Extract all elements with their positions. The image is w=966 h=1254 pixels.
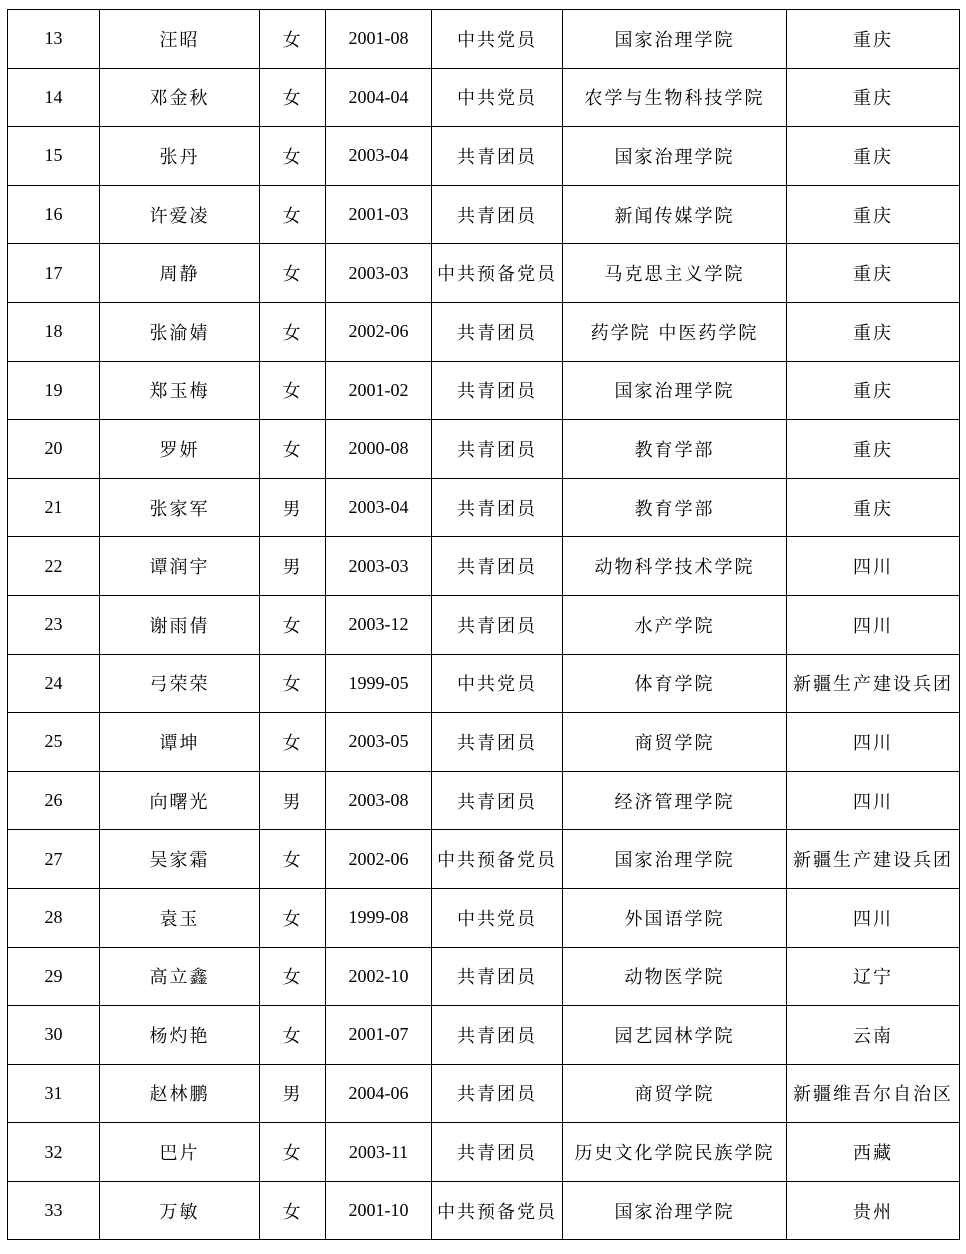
- table-row: [8, 1006, 960, 1065]
- origin-cell: 重庆: [787, 361, 960, 420]
- row-number-cell: 24: [8, 654, 100, 713]
- gender-cell: 女: [260, 420, 326, 479]
- student-name-cell: 赵林鹏: [100, 1064, 260, 1123]
- student-name-cell: 谭坤: [100, 713, 260, 772]
- political-status-cell: 中共党员: [432, 654, 563, 713]
- birth-date-cell: 1999-05: [326, 654, 432, 713]
- origin-cell: 云南: [787, 1006, 960, 1065]
- political-status-cell: 共青团员: [432, 1064, 563, 1123]
- political-status-cell: 中共预备党员: [432, 830, 563, 889]
- political-status-cell: 共青团员: [432, 420, 563, 479]
- gender-cell: 男: [260, 771, 326, 830]
- student-name-cell: 弓荣荣: [100, 654, 260, 713]
- birth-date-cell: 2004-06: [326, 1064, 432, 1123]
- college-cell: 历史文化学院民族学院: [563, 1123, 787, 1182]
- student-name-cell: 罗妍: [100, 420, 260, 479]
- student-name-cell: 万敏: [100, 1181, 260, 1240]
- college-cell: 新闻传媒学院: [563, 185, 787, 244]
- table-row: [8, 244, 960, 303]
- row-number-cell: 23: [8, 595, 100, 654]
- row-number-cell: 33: [8, 1181, 100, 1240]
- college-cell: 国家治理学院: [563, 830, 787, 889]
- college-cell: 马克思主义学院: [563, 244, 787, 303]
- birth-date-cell: 2001-07: [326, 1006, 432, 1065]
- political-status-cell: 中共预备党员: [432, 1181, 563, 1240]
- gender-cell: 女: [260, 127, 326, 186]
- row-number-cell: 18: [8, 302, 100, 361]
- college-cell: 经济管理学院: [563, 771, 787, 830]
- birth-date-cell: 2002-10: [326, 947, 432, 1006]
- table-row: [8, 595, 960, 654]
- student-name-cell: 张渝婧: [100, 302, 260, 361]
- table-row: [8, 654, 960, 713]
- political-status-cell: 中共预备党员: [432, 244, 563, 303]
- college-cell: 商贸学院: [563, 713, 787, 772]
- gender-cell: 女: [260, 830, 326, 889]
- student-name-cell: 汪昭: [100, 10, 260, 69]
- origin-cell: 四川: [787, 888, 960, 947]
- origin-cell: 四川: [787, 771, 960, 830]
- row-number-cell: 15: [8, 127, 100, 186]
- row-number-cell: 32: [8, 1123, 100, 1182]
- table-row: [8, 1181, 960, 1240]
- gender-cell: 女: [260, 595, 326, 654]
- origin-cell: 辽宁: [787, 947, 960, 1006]
- student-name-cell: 张家军: [100, 478, 260, 537]
- birth-date-cell: 2001-10: [326, 1181, 432, 1240]
- row-number-cell: 19: [8, 361, 100, 420]
- gender-cell: 女: [260, 1123, 326, 1182]
- gender-cell: 女: [260, 654, 326, 713]
- birth-date-cell: 2001-02: [326, 361, 432, 420]
- gender-cell: 男: [260, 478, 326, 537]
- origin-cell: 新疆生产建设兵团: [787, 830, 960, 889]
- origin-cell: 西藏: [787, 1123, 960, 1182]
- college-cell: 教育学部: [563, 478, 787, 537]
- origin-cell: 重庆: [787, 302, 960, 361]
- origin-cell: 新疆生产建设兵团: [787, 654, 960, 713]
- row-number-cell: 31: [8, 1064, 100, 1123]
- roster-body: [8, 10, 960, 1240]
- college-cell: 国家治理学院: [563, 361, 787, 420]
- political-status-cell: 中共党员: [432, 68, 563, 127]
- table-row: [8, 537, 960, 596]
- gender-cell: 女: [260, 185, 326, 244]
- gender-cell: 男: [260, 1064, 326, 1123]
- table-row: [8, 1123, 960, 1182]
- table-row: [8, 947, 960, 1006]
- political-status-cell: 共青团员: [432, 771, 563, 830]
- gender-cell: 女: [260, 1006, 326, 1065]
- student-name-cell: 周静: [100, 244, 260, 303]
- political-status-cell: 共青团员: [432, 127, 563, 186]
- row-number-cell: 17: [8, 244, 100, 303]
- college-cell: 国家治理学院: [563, 1181, 787, 1240]
- political-status-cell: 共青团员: [432, 537, 563, 596]
- table-row: [8, 830, 960, 889]
- gender-cell: 女: [260, 888, 326, 947]
- political-status-cell: 中共党员: [432, 10, 563, 69]
- student-name-cell: 张丹: [100, 127, 260, 186]
- gender-cell: 女: [260, 68, 326, 127]
- birth-date-cell: 2000-08: [326, 420, 432, 479]
- political-status-cell: 共青团员: [432, 713, 563, 772]
- row-number-cell: 22: [8, 537, 100, 596]
- row-number-cell: 29: [8, 947, 100, 1006]
- birth-date-cell: 2003-03: [326, 244, 432, 303]
- birth-date-cell: 2003-08: [326, 771, 432, 830]
- student-name-cell: 吴家霜: [100, 830, 260, 889]
- student-roster-table: [7, 9, 960, 1240]
- political-status-cell: 共青团员: [432, 1006, 563, 1065]
- table-row: [8, 771, 960, 830]
- student-name-cell: 巴片: [100, 1123, 260, 1182]
- college-cell: 药学院 中医药学院: [563, 302, 787, 361]
- table-row: [8, 478, 960, 537]
- row-number-cell: 27: [8, 830, 100, 889]
- row-number-cell: 26: [8, 771, 100, 830]
- origin-cell: 重庆: [787, 420, 960, 479]
- college-cell: 教育学部: [563, 420, 787, 479]
- birth-date-cell: 2003-04: [326, 478, 432, 537]
- political-status-cell: 共青团员: [432, 947, 563, 1006]
- student-name-cell: 杨灼艳: [100, 1006, 260, 1065]
- birth-date-cell: 2002-06: [326, 302, 432, 361]
- student-name-cell: 袁玉: [100, 888, 260, 947]
- gender-cell: 男: [260, 537, 326, 596]
- gender-cell: 女: [260, 361, 326, 420]
- origin-cell: 贵州: [787, 1181, 960, 1240]
- political-status-cell: 共青团员: [432, 478, 563, 537]
- birth-date-cell: 1999-08: [326, 888, 432, 947]
- birth-date-cell: 2003-11: [326, 1123, 432, 1182]
- origin-cell: 重庆: [787, 478, 960, 537]
- college-cell: 农学与生物科技学院: [563, 68, 787, 127]
- gender-cell: 女: [260, 10, 326, 69]
- gender-cell: 女: [260, 1181, 326, 1240]
- table-row: [8, 361, 960, 420]
- political-status-cell: 中共党员: [432, 888, 563, 947]
- origin-cell: 重庆: [787, 10, 960, 69]
- student-name-cell: 向曙光: [100, 771, 260, 830]
- birth-date-cell: 2004-04: [326, 68, 432, 127]
- row-number-cell: 20: [8, 420, 100, 479]
- student-name-cell: 高立鑫: [100, 947, 260, 1006]
- student-name-cell: 郑玉梅: [100, 361, 260, 420]
- college-cell: 国家治理学院: [563, 127, 787, 186]
- origin-cell: 重庆: [787, 185, 960, 244]
- row-number-cell: 25: [8, 713, 100, 772]
- row-number-cell: 30: [8, 1006, 100, 1065]
- student-name-cell: 许爱凌: [100, 185, 260, 244]
- origin-cell: 四川: [787, 595, 960, 654]
- birth-date-cell: 2003-04: [326, 127, 432, 186]
- political-status-cell: 共青团员: [432, 361, 563, 420]
- row-number-cell: 28: [8, 888, 100, 947]
- gender-cell: 女: [260, 244, 326, 303]
- table-row: [8, 888, 960, 947]
- birth-date-cell: 2003-03: [326, 537, 432, 596]
- college-cell: 外国语学院: [563, 888, 787, 947]
- origin-cell: 重庆: [787, 127, 960, 186]
- row-number-cell: 16: [8, 185, 100, 244]
- table-row: [8, 10, 960, 69]
- student-name-cell: 谢雨倩: [100, 595, 260, 654]
- row-number-cell: 14: [8, 68, 100, 127]
- table-row: [8, 713, 960, 772]
- gender-cell: 女: [260, 302, 326, 361]
- birth-date-cell: 2001-03: [326, 185, 432, 244]
- origin-cell: 新疆维吾尔自治区: [787, 1064, 960, 1123]
- table-row: [8, 68, 960, 127]
- row-number-cell: 21: [8, 478, 100, 537]
- table-row: [8, 302, 960, 361]
- political-status-cell: 共青团员: [432, 595, 563, 654]
- origin-cell: 四川: [787, 537, 960, 596]
- gender-cell: 女: [260, 713, 326, 772]
- political-status-cell: 共青团员: [432, 1123, 563, 1182]
- origin-cell: 重庆: [787, 68, 960, 127]
- college-cell: 园艺园林学院: [563, 1006, 787, 1065]
- student-name-cell: 邓金秋: [100, 68, 260, 127]
- origin-cell: 四川: [787, 713, 960, 772]
- table-row: [8, 420, 960, 479]
- row-number-cell: 13: [8, 10, 100, 69]
- birth-date-cell: 2001-08: [326, 10, 432, 69]
- birth-date-cell: 2003-05: [326, 713, 432, 772]
- political-status-cell: 共青团员: [432, 185, 563, 244]
- student-name-cell: 谭润宇: [100, 537, 260, 596]
- gender-cell: 女: [260, 947, 326, 1006]
- college-cell: 体育学院: [563, 654, 787, 713]
- table-row: [8, 1064, 960, 1123]
- birth-date-cell: 2003-12: [326, 595, 432, 654]
- birth-date-cell: 2002-06: [326, 830, 432, 889]
- college-cell: 国家治理学院: [563, 10, 787, 69]
- college-cell: 商贸学院: [563, 1064, 787, 1123]
- college-cell: 水产学院: [563, 595, 787, 654]
- political-status-cell: 共青团员: [432, 302, 563, 361]
- college-cell: 动物医学院: [563, 947, 787, 1006]
- college-cell: 动物科学技术学院: [563, 537, 787, 596]
- table-row: [8, 185, 960, 244]
- table-row: [8, 127, 960, 186]
- origin-cell: 重庆: [787, 244, 960, 303]
